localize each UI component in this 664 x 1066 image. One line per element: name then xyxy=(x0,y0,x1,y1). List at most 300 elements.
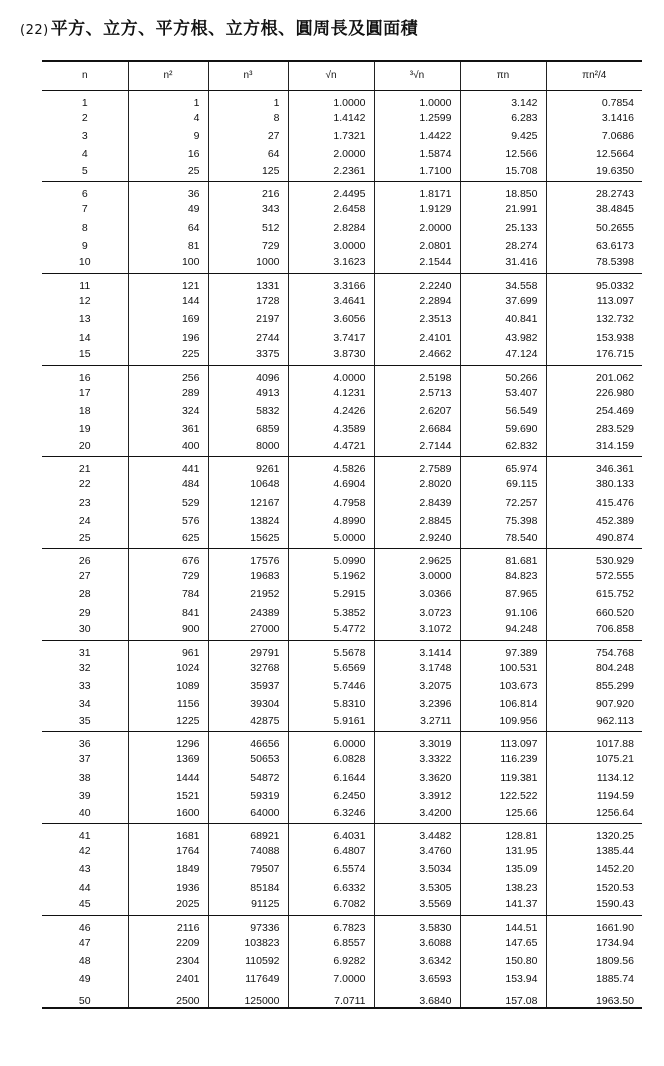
cell-circle-area: 855.299 xyxy=(546,677,642,695)
cell-n: 48 xyxy=(78,955,91,968)
cell-circle-area: 615.752 xyxy=(546,585,642,603)
cell-cube-root: 2.2240 xyxy=(374,273,460,292)
cell-n-cubed: 39304 xyxy=(208,695,288,713)
cell-circumference: 153.94 xyxy=(460,970,546,988)
cell-n: 42 xyxy=(78,845,91,858)
cell-n: 18 xyxy=(78,405,91,417)
cell-cube-root: 2.7589 xyxy=(374,457,460,476)
cell-circumference: 3.142 xyxy=(460,90,546,109)
cell-n-squared: 4 xyxy=(128,109,208,127)
cell-n-cubed: 8 xyxy=(208,109,288,127)
cell-circle-area: 63.6173 xyxy=(546,237,642,255)
cell-n-squared: 1024 xyxy=(128,659,208,677)
table-row xyxy=(42,750,642,768)
cell-n-squared: 64 xyxy=(128,218,208,236)
cell-n-cubed: 343 xyxy=(208,200,288,218)
cell-cube-root: 3.3620 xyxy=(374,769,460,787)
cell-n-cubed: 103823 xyxy=(208,934,288,952)
cell-n: 44 xyxy=(78,881,91,894)
cell-n-cubed: 2197 xyxy=(208,310,288,328)
cell-square-root: 4.2426 xyxy=(288,402,374,420)
cell-square-root: 7.0711 xyxy=(288,989,374,1008)
cell-cube-root: 2.8439 xyxy=(374,494,460,512)
table-row xyxy=(42,163,642,181)
cell-circle-area: 113.097 xyxy=(546,292,642,310)
cell-n-cubed: 24389 xyxy=(208,604,288,622)
cell-square-root: 5.7446 xyxy=(288,677,374,695)
cell-square-root: 6.2450 xyxy=(288,787,374,805)
cell-n-cubed: 1331 xyxy=(208,273,288,292)
cell-square-root: 6.5574 xyxy=(288,860,374,878)
cell-n: 10 xyxy=(42,255,128,273)
table-row xyxy=(42,677,642,695)
cell-circumference: 34.558 xyxy=(460,273,546,292)
cell-n-cubed: 15625 xyxy=(208,530,288,548)
cell-n-squared: 256 xyxy=(128,365,208,384)
table-row xyxy=(42,255,642,273)
cell-n: 1 xyxy=(81,96,88,109)
cell-circle-area: 314.159 xyxy=(546,438,642,456)
cell-circle-area: 1661.90 xyxy=(546,915,642,934)
cell-n: 14 xyxy=(78,331,91,344)
table-row xyxy=(42,769,642,787)
cell-square-root: 2.2361 xyxy=(288,163,374,181)
cell-square-root: 4.1231 xyxy=(288,384,374,402)
cell-circumference: 56.549 xyxy=(460,402,546,420)
cell-circumference: 18.850 xyxy=(460,182,546,201)
cell-n-squared: 121 xyxy=(128,273,208,292)
cell-circumference: 12.566 xyxy=(460,145,546,163)
cell-n-cubed: 68921 xyxy=(208,824,288,843)
table-row xyxy=(42,548,642,567)
cell-square-root: 5.5678 xyxy=(288,640,374,659)
table-row xyxy=(42,292,642,310)
table-row xyxy=(42,347,642,365)
cell-n-squared: 484 xyxy=(128,475,208,493)
cell-n-squared: 400 xyxy=(128,438,208,456)
table-row xyxy=(42,438,642,456)
table-row xyxy=(42,310,642,328)
cell-n-squared: 196 xyxy=(128,328,208,346)
cell-n-cubed: 64 xyxy=(208,145,288,163)
cell-circle-area: 0.7854 xyxy=(546,90,642,109)
cell-cube-root: 3.6088 xyxy=(374,934,460,952)
cell-n-squared: 625 xyxy=(128,530,208,548)
cell-square-root: 4.3589 xyxy=(288,420,374,438)
cell-circle-area: 1734.94 xyxy=(546,934,642,952)
cell-circle-area: 38.4845 xyxy=(546,200,642,218)
cell-n-cubed: 110592 xyxy=(208,952,288,970)
cell-n-squared: 2401 xyxy=(128,970,208,988)
cell-n: 28 xyxy=(78,588,91,601)
cell-circle-area: 1809.56 xyxy=(546,952,642,970)
cell-circumference: 141.37 xyxy=(460,897,546,915)
table-row xyxy=(42,567,642,585)
cell-n-cubed: 46656 xyxy=(208,732,288,751)
cell-circle-area: 530.929 xyxy=(546,548,642,567)
table-row xyxy=(42,200,642,218)
cell-cube-root: 3.1748 xyxy=(374,659,460,677)
cell-n-squared: 2304 xyxy=(128,952,208,970)
cell-circumference: 113.097 xyxy=(460,732,546,751)
header-square-root: √n xyxy=(288,61,374,90)
table-row xyxy=(42,824,642,843)
table-row xyxy=(42,494,642,512)
cell-n-cubed: 21952 xyxy=(208,585,288,603)
table-row xyxy=(42,365,642,384)
cell-circle-area: 1075.21 xyxy=(546,750,642,768)
cell-square-root: 4.4721 xyxy=(288,438,374,456)
cell-circle-area: 283.529 xyxy=(546,420,642,438)
cell-n-cubed: 35937 xyxy=(208,677,288,695)
table-row xyxy=(42,787,642,805)
cell-circumference: 37.699 xyxy=(460,292,546,310)
cell-circumference: 21.991 xyxy=(460,200,546,218)
cell-n-squared: 100 xyxy=(128,255,208,273)
table-row xyxy=(42,457,642,476)
cell-n-squared: 25 xyxy=(128,163,208,181)
cell-n-squared: 36 xyxy=(128,182,208,201)
cell-n-squared: 961 xyxy=(128,640,208,659)
cell-square-root: 4.6904 xyxy=(288,475,374,493)
cell-square-root: 6.4031 xyxy=(288,824,374,843)
cell-n-cubed: 10648 xyxy=(208,475,288,493)
cell-square-root: 5.9161 xyxy=(288,714,374,732)
cell-circle-area: 1256.64 xyxy=(546,805,642,823)
cell-n-cubed: 64000 xyxy=(208,805,288,823)
cell-n: 43 xyxy=(78,863,91,876)
cell-square-root: 1.7321 xyxy=(288,127,374,145)
cell-square-root: 5.0000 xyxy=(288,530,374,548)
cell-n-squared: 225 xyxy=(128,347,208,365)
cell-circle-area: 1885.74 xyxy=(546,970,642,988)
cell-circle-area: 1385.44 xyxy=(546,842,642,860)
cell-n: 21 xyxy=(78,463,91,476)
cell-cube-root: 3.1414 xyxy=(374,640,460,659)
cell-n: 49 xyxy=(78,973,91,986)
cell-square-root: 6.8557 xyxy=(288,934,374,952)
cell-n-cubed: 1000 xyxy=(208,255,288,273)
cell-square-root: 4.0000 xyxy=(288,365,374,384)
cell-cube-root: 3.3912 xyxy=(374,787,460,805)
header-n-squared: n² xyxy=(128,61,208,90)
table-row xyxy=(42,530,642,548)
cell-cube-root: 3.3322 xyxy=(374,750,460,768)
cell-n: 32 xyxy=(78,661,91,674)
cell-n: 24 xyxy=(78,514,91,527)
cell-cube-root: 3.6840 xyxy=(374,989,460,1008)
cell-cube-root: 3.4760 xyxy=(374,842,460,860)
cell-square-root: 7.0000 xyxy=(288,970,374,988)
cell-circumference: 43.982 xyxy=(460,328,546,346)
cell-n-squared: 2500 xyxy=(128,989,208,1008)
cell-cube-root: 3.2711 xyxy=(374,714,460,732)
cell-cube-root: 3.1072 xyxy=(374,622,460,640)
cell-n: 16 xyxy=(78,371,91,384)
cell-n: 45 xyxy=(42,897,128,915)
cell-circumference: 28.274 xyxy=(460,237,546,255)
cell-n: 31 xyxy=(78,646,91,659)
table-row xyxy=(42,328,642,346)
cell-square-root: 3.0000 xyxy=(288,237,374,255)
cell-square-root: 6.0000 xyxy=(288,732,374,751)
cell-n: 34 xyxy=(78,698,91,711)
cell-n: 27 xyxy=(78,570,91,583)
cell-cube-root: 3.6593 xyxy=(374,970,460,988)
cell-n: 39 xyxy=(78,790,91,803)
cell-circumference: 25.133 xyxy=(460,218,546,236)
cell-square-root: 5.8310 xyxy=(288,695,374,713)
table-body xyxy=(42,90,642,1008)
cell-n: 5 xyxy=(42,163,128,181)
cell-n-cubed: 19683 xyxy=(208,567,288,585)
cell-cube-root: 3.6342 xyxy=(374,952,460,970)
table-row xyxy=(42,640,642,659)
cell-n-squared: 9 xyxy=(128,127,208,145)
cell-n-cubed: 54872 xyxy=(208,769,288,787)
cell-n-squared: 529 xyxy=(128,494,208,512)
cell-n-cubed: 5832 xyxy=(208,402,288,420)
cell-circle-area: 50.2655 xyxy=(546,218,642,236)
cell-square-root: 5.6569 xyxy=(288,659,374,677)
cell-square-root: 5.4772 xyxy=(288,622,374,640)
table-row xyxy=(42,218,642,236)
cell-circumference: 144.51 xyxy=(460,915,546,934)
cell-n-squared: 2209 xyxy=(128,934,208,952)
cell-cube-root: 1.9129 xyxy=(374,200,460,218)
cell-cube-root: 2.6684 xyxy=(374,420,460,438)
cell-circumference: 100.531 xyxy=(460,659,546,677)
cell-n-squared: 144 xyxy=(128,292,208,310)
cell-n-squared: 1225 xyxy=(128,714,208,732)
cell-n-cubed: 3375 xyxy=(208,347,288,365)
cell-n-cubed: 91125 xyxy=(208,897,288,915)
cell-n: 22 xyxy=(78,478,91,491)
cell-n-cubed: 2744 xyxy=(208,328,288,346)
cell-square-root: 2.4495 xyxy=(288,182,374,201)
cell-n-squared: 1296 xyxy=(128,732,208,751)
table-row xyxy=(42,989,642,1008)
cell-square-root: 4.8990 xyxy=(288,512,374,530)
cell-n: 15 xyxy=(42,347,128,365)
cell-n: 46 xyxy=(78,921,91,934)
cell-circumference: 75.398 xyxy=(460,512,546,530)
table-row xyxy=(42,604,642,622)
cell-cube-root: 3.0366 xyxy=(374,585,460,603)
cell-square-root: 2.6458 xyxy=(288,200,374,218)
cell-n-cubed: 13824 xyxy=(208,512,288,530)
cell-square-root: 5.0990 xyxy=(288,548,374,567)
cell-circle-area: 1590.43 xyxy=(546,897,642,915)
cell-cube-root: 1.8171 xyxy=(374,182,460,201)
cell-circle-area: 1452.20 xyxy=(546,860,642,878)
cell-square-root: 3.6056 xyxy=(288,310,374,328)
cell-n-squared: 2025 xyxy=(128,897,208,915)
cell-circle-area: 804.248 xyxy=(546,659,642,677)
cell-circle-area: 660.520 xyxy=(546,604,642,622)
cell-cube-root: 3.2075 xyxy=(374,677,460,695)
cell-cube-root: 2.5713 xyxy=(374,384,460,402)
table-row xyxy=(42,695,642,713)
table-row xyxy=(42,714,642,732)
cell-n-cubed: 85184 xyxy=(208,879,288,897)
cell-circle-area: 3.1416 xyxy=(546,109,642,127)
cell-n: 25 xyxy=(42,530,128,548)
cell-n: 29 xyxy=(78,606,91,619)
cell-square-root: 4.7958 xyxy=(288,494,374,512)
cell-square-root: 2.8284 xyxy=(288,218,374,236)
cell-n: 37 xyxy=(78,753,91,766)
cell-n-squared: 2116 xyxy=(128,915,208,934)
table-row xyxy=(42,512,642,530)
cell-n-cubed: 97336 xyxy=(208,915,288,934)
cell-circle-area: 962.113 xyxy=(546,714,642,732)
cell-square-root: 4.5826 xyxy=(288,457,374,476)
cell-circumference: 81.681 xyxy=(460,548,546,567)
cell-cube-root: 2.9625 xyxy=(374,548,460,567)
cell-circumference: 91.106 xyxy=(460,604,546,622)
cell-circle-area: 12.5664 xyxy=(546,145,642,163)
cell-circumference: 150.80 xyxy=(460,952,546,970)
cell-n-cubed: 1 xyxy=(208,90,288,109)
cell-circumference: 103.673 xyxy=(460,677,546,695)
table-row xyxy=(42,622,642,640)
cell-circumference: 138.23 xyxy=(460,879,546,897)
cell-circumference: 31.416 xyxy=(460,255,546,273)
cell-circle-area: 1134.12 xyxy=(546,769,642,787)
cell-n: 35 xyxy=(42,714,128,732)
cell-n-cubed: 512 xyxy=(208,218,288,236)
cell-square-root: 6.9282 xyxy=(288,952,374,970)
header-n: n xyxy=(42,61,128,90)
table-row xyxy=(42,182,642,201)
cell-n-squared: 81 xyxy=(128,237,208,255)
cell-circumference: 116.239 xyxy=(460,750,546,768)
cell-n-cubed: 59319 xyxy=(208,787,288,805)
cell-cube-root: 2.1544 xyxy=(374,255,460,273)
cell-n-squared: 169 xyxy=(128,310,208,328)
cell-square-root: 3.4641 xyxy=(288,292,374,310)
cell-n: 26 xyxy=(78,554,91,567)
cell-cube-root: 1.2599 xyxy=(374,109,460,127)
cell-n-cubed: 4096 xyxy=(208,365,288,384)
cell-cube-root: 3.5305 xyxy=(374,879,460,897)
cell-n-cubed: 125000 xyxy=(208,989,288,1008)
cell-cube-root: 2.5198 xyxy=(374,365,460,384)
cell-circumference: 50.266 xyxy=(460,365,546,384)
cell-circumference: 40.841 xyxy=(460,310,546,328)
cell-n: 36 xyxy=(78,738,91,751)
table-row xyxy=(42,732,642,751)
cell-n-cubed: 17576 xyxy=(208,548,288,567)
table-row xyxy=(42,127,642,145)
cell-n: 6 xyxy=(81,188,88,201)
cell-cube-root: 3.5569 xyxy=(374,897,460,915)
cell-circle-area: 176.715 xyxy=(546,347,642,365)
table-row xyxy=(42,952,642,970)
cell-n: 40 xyxy=(42,805,128,823)
cell-n: 47 xyxy=(78,936,91,949)
cell-n-squared: 1521 xyxy=(128,787,208,805)
cell-square-root: 3.8730 xyxy=(288,347,374,365)
header-circumference: πn xyxy=(460,61,546,90)
cell-n-cubed: 12167 xyxy=(208,494,288,512)
cell-circle-area: 346.361 xyxy=(546,457,642,476)
table-row xyxy=(42,145,642,163)
cell-n-cubed: 32768 xyxy=(208,659,288,677)
cell-circumference: 65.974 xyxy=(460,457,546,476)
cell-n-cubed: 42875 xyxy=(208,714,288,732)
cell-n-squared: 1681 xyxy=(128,824,208,843)
cell-cube-root: 2.2894 xyxy=(374,292,460,310)
table-row xyxy=(42,915,642,934)
table-row xyxy=(42,585,642,603)
cell-circumference: 53.407 xyxy=(460,384,546,402)
cell-n-cubed: 4913 xyxy=(208,384,288,402)
cell-circumference: 122.522 xyxy=(460,787,546,805)
cell-square-root: 3.3166 xyxy=(288,273,374,292)
cell-circle-area: 907.920 xyxy=(546,695,642,713)
header-cube-root: ³√n xyxy=(374,61,460,90)
cell-cube-root: 3.0723 xyxy=(374,604,460,622)
cell-circumference: 147.65 xyxy=(460,934,546,952)
cell-circle-area: 706.858 xyxy=(546,622,642,640)
cell-circumference: 106.814 xyxy=(460,695,546,713)
table-row xyxy=(42,237,642,255)
cell-square-root: 5.1962 xyxy=(288,567,374,585)
cell-cube-root: 2.3513 xyxy=(374,310,460,328)
cell-circumference: 62.832 xyxy=(460,438,546,456)
cell-n: 11 xyxy=(79,279,91,292)
table-row xyxy=(42,475,642,493)
table-row xyxy=(42,420,642,438)
cell-cube-root: 2.9240 xyxy=(374,530,460,548)
cell-cube-root: 2.8020 xyxy=(374,475,460,493)
cell-n-squared: 1 xyxy=(128,90,208,109)
cell-n: 13 xyxy=(78,313,91,326)
title-text: 平方、立方、平方根、立方根、圓周長及圓面積 xyxy=(50,19,419,39)
cell-n-cubed: 50653 xyxy=(208,750,288,768)
cell-circle-area: 452.389 xyxy=(546,512,642,530)
cell-circle-area: 254.469 xyxy=(546,402,642,420)
cell-cube-root: 2.4662 xyxy=(374,347,460,365)
cell-cube-root: 2.0000 xyxy=(374,218,460,236)
cell-n-cubed: 1728 xyxy=(208,292,288,310)
cell-n-squared: 1936 xyxy=(128,879,208,897)
cell-n-cubed: 216 xyxy=(208,182,288,201)
cell-cube-root: 2.6207 xyxy=(374,402,460,420)
cell-n: 7 xyxy=(81,203,88,216)
cell-circle-area: 78.5398 xyxy=(546,255,642,273)
cell-circumference: 69.115 xyxy=(460,475,546,493)
cell-circle-area: 1520.53 xyxy=(546,879,642,897)
table-row xyxy=(42,273,642,292)
table-row xyxy=(42,970,642,988)
cell-n-squared: 361 xyxy=(128,420,208,438)
cell-circle-area: 1017.88 xyxy=(546,732,642,751)
cell-n-squared: 1369 xyxy=(128,750,208,768)
cell-square-root: 6.7082 xyxy=(288,897,374,915)
cell-circumference: 87.965 xyxy=(460,585,546,603)
cell-cube-root: 2.0801 xyxy=(374,237,460,255)
cell-cube-root: 2.8845 xyxy=(374,512,460,530)
cell-circle-area: 7.0686 xyxy=(546,127,642,145)
cell-circle-area: 1320.25 xyxy=(546,824,642,843)
cell-n: 12 xyxy=(78,295,91,308)
cell-circle-area: 153.938 xyxy=(546,328,642,346)
cell-n: 50 xyxy=(42,989,128,1008)
cell-cube-root: 3.4482 xyxy=(374,824,460,843)
